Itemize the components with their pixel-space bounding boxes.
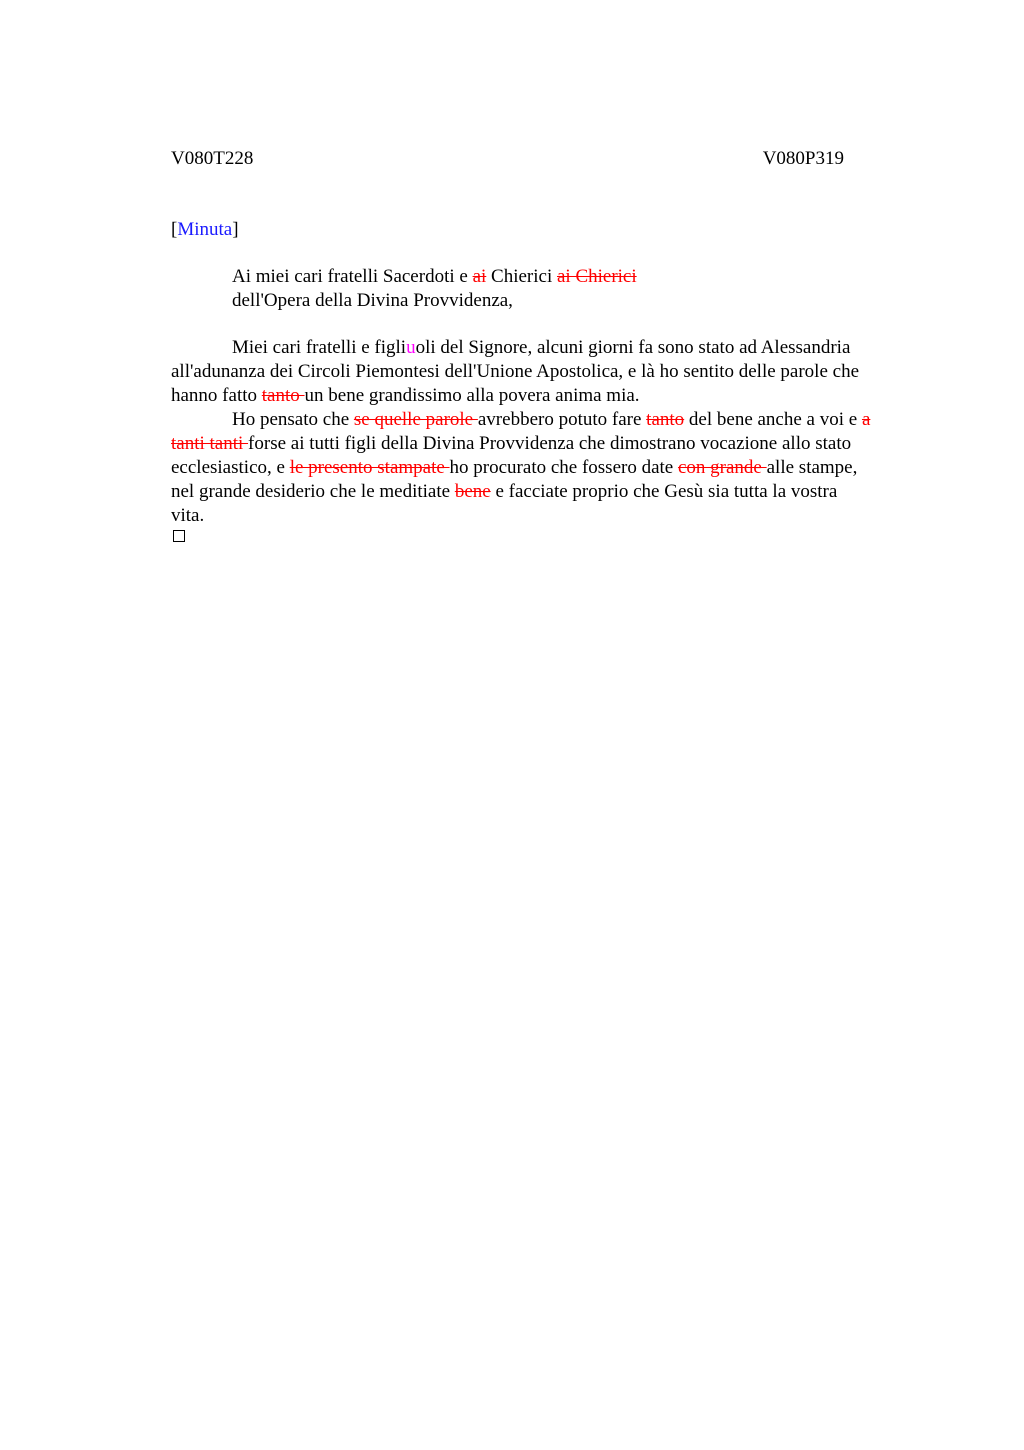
paragraph-2-line-1: [171, 408, 931, 432]
document-codes: [171, 147, 844, 171]
inserted-text: u: [406, 337, 416, 358]
deleted-text: se quelle parole: [353, 409, 478, 430]
paragraph-2-line-5: vita.: [171, 505, 205, 526]
deleted-text: tanto: [261, 385, 305, 406]
body-text: e facciate proprio che Gesù sia tutta la vostra: [490, 481, 838, 502]
paragraph-1-line-1: [171, 336, 931, 360]
paragraph-1-line-2: all'adunanza dei Circoli Piemontesi dell'Unione Apostolica, e là ho sentito delle parole che: [171, 361, 860, 382]
body-text: ecclesiastico, e: [171, 457, 290, 478]
paragraph-2-line-2: [171, 432, 931, 456]
minuta-label: Minuta: [177, 219, 233, 240]
deleted-text: a: [861, 409, 871, 430]
deleted-text: le presento stampate: [289, 457, 450, 478]
address-block: [232, 265, 637, 313]
letter-body: [171, 336, 931, 528]
body-text: forse ai tutti figli della Divina Provvidenza che dimostrano vocazione allo stato: [248, 433, 852, 454]
volume-code-left: V080T228: [171, 148, 254, 169]
open-bracket: [: [171, 219, 178, 240]
deleted-text: ai Chierici: [556, 266, 637, 287]
address-text: Ai miei cari fratelli Sacerdoti e: [232, 266, 473, 287]
body-text: avrebbero potuto fare: [477, 409, 647, 430]
body-text: oli del Signore, alcuni giorni fa sono stato ad Alessandria: [415, 337, 851, 358]
body-text: un bene grandissimo alla povera anima mia.: [304, 385, 640, 406]
body-text: Ho pensato che: [232, 409, 354, 430]
deleted-text: tanto: [646, 409, 685, 430]
paragraph-1-line-3: [171, 384, 931, 408]
paragraph-2-line-4: [171, 480, 931, 504]
body-text: Miei cari fratelli e figli: [232, 337, 407, 358]
body-text: del bene anche a voi e: [684, 409, 862, 430]
address-line-2: dell'Opera della Divina Provvidenza,: [232, 290, 513, 311]
document-type-label: [171, 218, 239, 242]
deleted-text: ai: [472, 266, 487, 287]
address-line-1: [232, 265, 637, 289]
body-text: nel grande desiderio che le meditiate: [171, 481, 455, 502]
body-text: ho procurato che fossero date: [449, 457, 678, 478]
deleted-text: bene: [454, 481, 491, 502]
address-text: Chierici: [486, 266, 557, 287]
body-text: hanno fatto: [171, 385, 262, 406]
box-symbol-icon: [173, 530, 185, 542]
body-text: alle stampe,: [766, 457, 858, 478]
volume-code-right: V080P319: [762, 148, 844, 169]
deleted-text: con grande: [677, 457, 767, 478]
close-bracket: ]: [232, 219, 239, 240]
deleted-text: tanti tanti: [171, 433, 249, 454]
paragraph-2-line-3: [171, 456, 931, 480]
